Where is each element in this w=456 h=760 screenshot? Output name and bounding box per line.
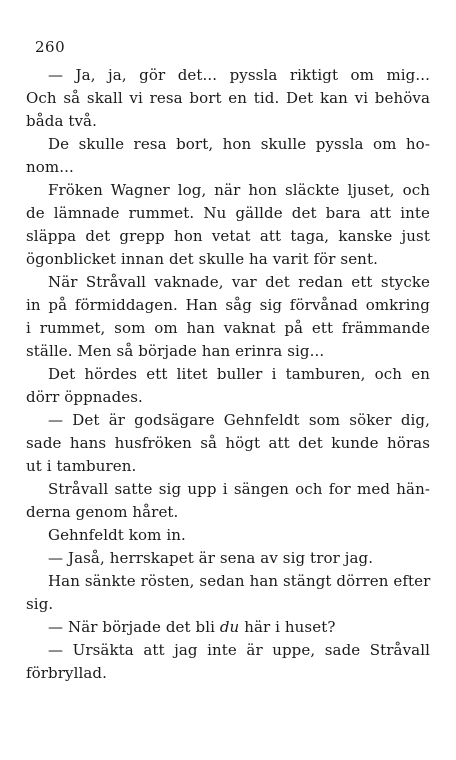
page-number: 260: [35, 38, 66, 56]
paragraph-2: [26, 133, 430, 179]
paragraph-4: [26, 271, 430, 363]
text-line: in på förmiddagen. Han såg sig förvånad omkring: [26, 296, 430, 314]
paragraph-8: [26, 524, 430, 547]
text-line: När Stråvall vaknade, var det redan ett stycke: [48, 273, 430, 291]
text-line: Och så skall vi resa bort en tid. Det kan vi behöva: [26, 89, 430, 107]
text-line: sig.: [26, 595, 54, 613]
paragraph-12: [26, 639, 430, 685]
paragraph-9: [26, 547, 430, 570]
text-line: förbryllad.: [26, 664, 108, 682]
text-line: De skulle resa bort, hon skulle pyssla om ho-: [48, 135, 430, 153]
paragraph-11: [26, 616, 430, 639]
text-line: derna genom håret.: [26, 503, 179, 521]
paragraph-7: [26, 478, 430, 524]
text-run: här i huset?: [239, 618, 336, 636]
text-line: ställe. Men så började han erinra sig...: [26, 342, 325, 360]
text-run: — När började det bli: [48, 618, 220, 636]
paragraph-6: [26, 409, 430, 478]
text-line: — Ursäkta att jag inte är uppe, sade Stråvall: [48, 641, 430, 659]
paragraph-3: [26, 179, 430, 271]
text-line: ögonblicket innan det skulle ha varit för sent.: [26, 250, 378, 268]
text-line: dörr öppnades.: [26, 388, 143, 406]
text-line: ut i tamburen.: [26, 457, 137, 475]
emphasized-word: du: [219, 618, 240, 636]
text-line: sade hans husfröken så högt att det kunde höras: [26, 434, 430, 452]
text-line: de lämnade rummet. Nu gällde det bara att inte: [26, 204, 430, 222]
text-line: i rummet, som om han vaknat på ett främmande: [26, 319, 430, 337]
body-text: [26, 64, 430, 685]
text-line: — Det är godsägare Gehnfeldt som söker dig,: [48, 411, 430, 429]
text-line: Fröken Wagner log, när hon släckte ljuset, och: [48, 181, 430, 199]
text-line: Stråvall satte sig upp i sängen och for med hän-: [48, 480, 430, 498]
text-line: — Jaså, herrskapet är sena av sig tror jag.: [48, 549, 374, 567]
paragraph-10: [26, 570, 430, 616]
text-line: Det hördes ett litet buller i tamburen, och en: [48, 365, 430, 383]
paragraph-5: [26, 363, 430, 409]
text-line: båda två.: [26, 112, 97, 130]
text-line: släppa det grepp hon vetat att taga, kanske just: [26, 227, 430, 245]
paragraph-1: [26, 64, 430, 133]
text-line: Gehnfeldt kom in.: [48, 526, 186, 544]
text-line: nom...: [26, 158, 74, 176]
text-line: Han sänkte rösten, sedan han stängt dörren efter: [48, 572, 431, 590]
text-line: — Ja, ja, gör det... pyssla riktigt om mig...: [48, 66, 430, 84]
text-line: [26, 616, 430, 639]
